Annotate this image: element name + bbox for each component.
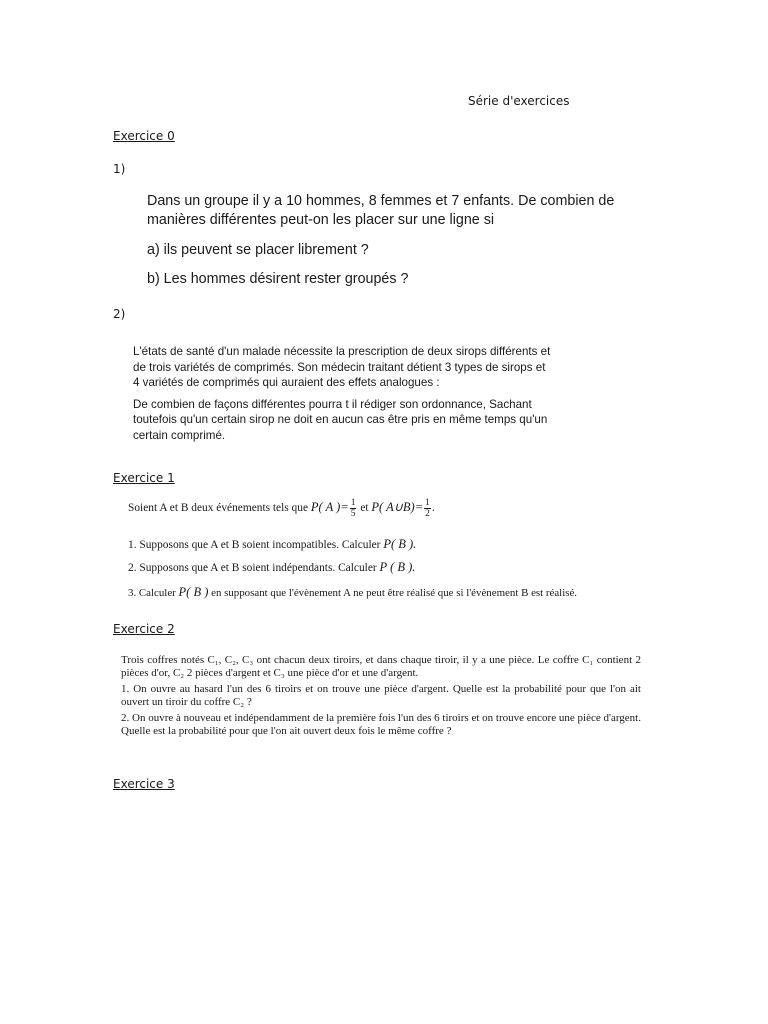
ex1-pa-denominator: 5	[350, 509, 356, 519]
ex1-item-3-math: P( B )	[178, 585, 209, 599]
q1-option-b: b) Les hommes désirent rester groupés ?	[147, 271, 409, 287]
exercice-1-heading: Exercice 1	[113, 471, 175, 485]
ex1-et: et	[360, 502, 369, 515]
page-title: Série d'exercices	[468, 94, 570, 108]
ex1-item-1-math: P( B ).	[383, 537, 417, 551]
exercice-0-heading: Exercice 0	[113, 129, 175, 143]
q2-line-5: toutefois qu'un certain sirop ne doit en aucun cas être pris en même temps qu'un	[133, 413, 548, 426]
ex1-pa-fraction	[350, 498, 357, 519]
ex2-paragraph-1: Trois coffres notés C₁, C₂, C₃ ont chacun deux tiroirs, et dans chaque tiroir, il y a une pièce. Le coffre C₁ contient 2 pièces d'or, C₂ 2 pièces d'argent et C₃ une pièce d'or et une d'argent.	[121, 654, 641, 679]
ex1-item-3	[128, 585, 577, 600]
exercice-2-block	[121, 654, 641, 741]
ex1-item-3-text-a: 3. Calculer	[128, 587, 176, 599]
ex1-period: .	[431, 502, 435, 515]
q2-line-3: 4 variétés de comprimés qui auraient des effets analogues :	[133, 376, 440, 389]
q1-option-a: a) ils peuvent se placer librement ?	[147, 242, 369, 258]
q2-line-1: L'états de santé d'un malade nécessite la prescription de deux sirops différents et	[133, 345, 551, 358]
question-2-label: 2)	[113, 307, 126, 321]
ex1-item-1	[128, 537, 416, 552]
ex2-paragraph-2: 1. On ouvre au hasard l'un des 6 tiroirs et on trouve une pièce d'argent. Quelle est la probabilité pour que l'on ait ouvert un tiroir du coffre C₂ ?	[121, 683, 641, 708]
exercice-3-heading: Exercice 3	[113, 777, 175, 791]
q2-line-4: De combien de façons différentes pourra t il rédiger son ordonnance, Sachant	[133, 397, 532, 411]
ex1-item-2-text: 2. Supposons que A et B soient indépendants. Calculer	[128, 562, 377, 574]
ex2-paragraph-3: 2. On ouvre à nouveau et indépendamment de la première fois l'un des 6 tiroirs et on trouve encore une pièce d'argent. Quelle est la probabilité pour que l'on ait ouvert deux fois le même coffre ?	[121, 712, 641, 737]
ex1-paub: P( A∪B)=	[371, 500, 424, 515]
ex1-item-2	[128, 560, 415, 575]
q2-line-2: de trois variétés de comprimés. Son médecin traitant détient 3 types de sirops et	[133, 360, 546, 374]
ex1-pa-numerator: 1	[350, 498, 356, 508]
ex1-paub-numerator: 1	[425, 498, 430, 508]
ex1-item-3-text-b: en supposant que l'évènement A ne peut être réalisé que si l'évènement B est réalisé.	[211, 587, 578, 599]
ex1-item-1-text: 1. Supposons que A et B soient incompatibles. Calculer	[128, 539, 381, 551]
ex1-paub-denominator: 2	[425, 509, 430, 519]
q1-line-1: Dans un groupe il y a 10 hommes, 8 femmes et 7 enfants. De combien de	[147, 193, 615, 209]
ex1-pa: P( A )=	[310, 500, 349, 515]
ex1-item-2-math: P ( B ).	[379, 560, 416, 574]
ex1-intro-text: Soient A et B deux événements tels que	[128, 502, 309, 515]
exercice-2-heading: Exercice 2	[113, 622, 175, 636]
ex1-paub-fraction	[424, 498, 431, 519]
q2-line-6: certain comprimé.	[133, 428, 226, 442]
q1-line-2: manières différentes peut-on les placer sur une ligne si	[147, 212, 495, 228]
question-1-block	[147, 192, 667, 299]
ex1-intro	[128, 498, 435, 519]
question-1-label: 1)	[113, 162, 126, 176]
question-2-block	[133, 344, 623, 449]
